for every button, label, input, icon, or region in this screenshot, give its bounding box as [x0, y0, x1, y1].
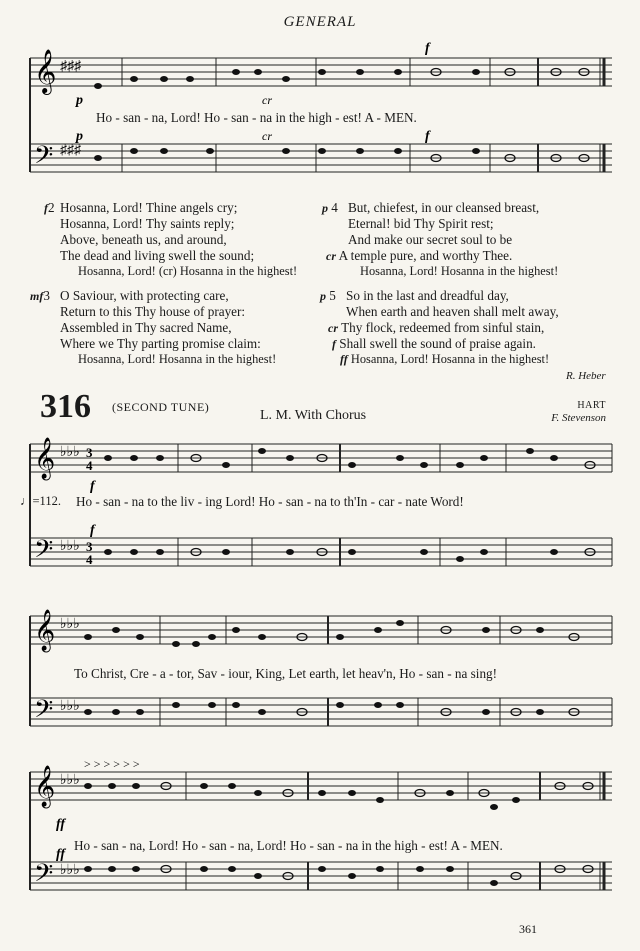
svg-text:4: 4	[86, 552, 93, 567]
hymn-316-lyrics-3: Ho - san - na, Lord! Ho - san - na, Lord! Ho - san - na in the high - est! A - MEN.	[74, 838, 503, 853]
svg-text:3: 3	[86, 445, 93, 460]
svg-text:𝄞: 𝄞	[34, 438, 56, 479]
svg-text:ff: ff	[56, 817, 66, 832]
svg-text:3: 3	[86, 539, 93, 554]
verse-2-number: f2	[44, 200, 55, 215]
composer-name: HART	[577, 400, 606, 411]
verse-3-line-5: Hosanna, Lord! Hosanna in the highest!	[78, 352, 277, 366]
svg-text:p: p	[76, 93, 83, 108]
hymn-316-system-1	[0, 428, 640, 598]
tempo-marking: ♩=112.	[20, 494, 61, 508]
verse-2-line-5: Hosanna, Lord! (cr) Hosanna in the highest!	[78, 264, 298, 278]
quarter-note-icon: ♩	[20, 494, 33, 508]
verse-2-line-4: The dead and living swell the sound;	[60, 248, 255, 263]
svg-text:cr: cr	[262, 129, 272, 143]
svg-text:𝄢: 𝄢	[34, 695, 54, 730]
svg-text:𝄞: 𝄞	[34, 610, 56, 651]
svg-text:𝄞: 𝄞	[34, 49, 57, 93]
section-header: GENERAL	[283, 14, 357, 30]
svg-text:4: 4	[86, 458, 93, 473]
verse-5-line-1: So in the last and dreadful day,	[346, 288, 509, 303]
svg-text:𝄢: 𝄢	[34, 141, 54, 176]
hymn-316-lyrics-2: To Christ, Cre - a - tor, Sav - iour, King, Let earth, let heav'n, Ho - san - na sing!	[74, 666, 498, 681]
verse-3-line-4: Where we Thy parting promise claim:	[60, 336, 261, 351]
svg-text:𝄢: 𝄢	[34, 535, 54, 570]
verse-5-line-2: When earth and heaven shall melt away,	[346, 304, 559, 319]
svg-text:♯♯♯: ♯♯♯	[60, 59, 81, 74]
verse-4-line-3: And make our secret soul to be	[348, 232, 513, 247]
verse-4-line-2: Eternal! bid Thy Spirit rest;	[348, 216, 494, 231]
hymn-316-lyrics-1: Ho - san - na to the liv - ing Lord! Ho - san - na to th'In - car - nate Word!	[76, 494, 464, 509]
verse-5-line-3: cr Thy flock, redeemed from sinful stain,	[328, 320, 545, 335]
svg-text:♭♭♭: ♭♭♭	[60, 699, 80, 714]
svg-text:♭♭♭: ♭♭♭	[60, 539, 80, 554]
svg-text:> > > > > >: > > > > > >	[84, 757, 140, 771]
verse-3-line-2: Return to this Thy house of prayer:	[60, 304, 246, 319]
verse-2-line-2: Hosanna, Lord! Thy saints reply;	[60, 216, 235, 231]
verse-4-number: p 4	[322, 200, 338, 215]
svg-text:f: f	[425, 41, 430, 56]
svg-text:𝄞: 𝄞	[34, 766, 56, 807]
verse-5-line-5: ff Hosanna, Lord! Hosanna in the highest!	[340, 352, 550, 366]
hymn-316-system-3	[0, 752, 640, 922]
arranger-name: F. Stevenson	[551, 412, 606, 424]
svg-text:cr: cr	[262, 93, 272, 107]
svg-text:p: p	[76, 129, 83, 144]
verse-2-line-3: Above, beneath us, and around,	[60, 232, 227, 247]
top-hymn-lyrics: Ho - san - na, Lord! Ho - san - na in the high - est! A - MEN.	[96, 110, 417, 125]
hymn-number: 316	[40, 388, 91, 425]
verse-4-line-1: But, chiefest, in our cleansed breast,	[348, 200, 540, 215]
svg-text:𝄢: 𝄢	[34, 859, 54, 894]
author-credit: R. Heber	[566, 370, 606, 382]
svg-text:♭♭♭: ♭♭♭	[60, 773, 80, 788]
verse-3-line-3: Assembled in Thy sacred Name,	[60, 320, 232, 335]
svg-text:f: f	[90, 523, 95, 538]
svg-text:♭♭♭: ♭♭♭	[60, 863, 80, 878]
meter-label: L. M. With Chorus	[260, 408, 367, 423]
verse-4-line-4: cr A temple pure, and worthy Thee.	[326, 248, 513, 263]
svg-text:f: f	[425, 129, 430, 144]
svg-text:♯♯♯: ♯♯♯	[60, 143, 81, 158]
svg-text:f: f	[90, 479, 95, 494]
verse-3-line-1: O Saviour, with protecting care,	[60, 288, 229, 303]
svg-text:ff: ff	[56, 847, 66, 862]
verse-5-line-4: f Shall swell the sound of praise again.	[332, 336, 536, 351]
verse-2-line-1: Hosanna, Lord! Thine angels cry;	[60, 200, 238, 215]
verse-4-line-5: Hosanna, Lord! Hosanna in the highest!	[360, 264, 559, 278]
verse-5-number: p 5	[320, 288, 336, 303]
tune-label: (SECOND TUNE)	[112, 400, 210, 414]
svg-text:♭♭♭: ♭♭♭	[60, 617, 80, 632]
verse-3-number: mf3	[30, 288, 50, 303]
page-number: 361	[519, 922, 537, 936]
svg-text:♭♭♭: ♭♭♭	[60, 445, 80, 460]
